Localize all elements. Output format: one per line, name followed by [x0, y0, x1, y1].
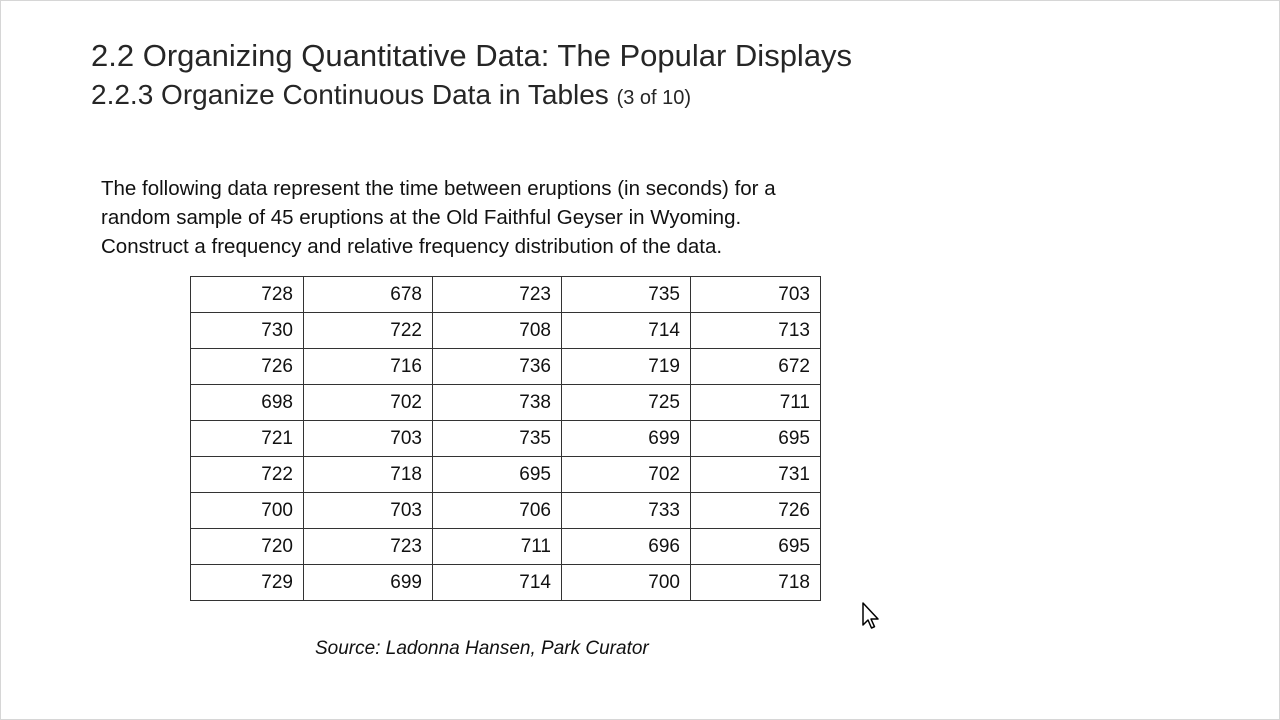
table-row: [191, 385, 821, 421]
table-row: [191, 457, 821, 493]
table-cell: 731: [691, 457, 821, 493]
table-cell: 723: [433, 277, 562, 313]
table-cell: 706: [433, 493, 562, 529]
table-cell: 735: [433, 421, 562, 457]
table-cell: 703: [304, 421, 433, 457]
table-cell: 725: [562, 385, 691, 421]
table-cell: 722: [304, 313, 433, 349]
table-cell: 711: [433, 529, 562, 565]
table-cell: 718: [304, 457, 433, 493]
table-cell: 695: [691, 421, 821, 457]
table-cell: 714: [433, 565, 562, 601]
table-cell: 702: [562, 457, 691, 493]
table-cell: 703: [691, 277, 821, 313]
slide-subtitle: [91, 77, 691, 116]
table-cell: 713: [691, 313, 821, 349]
table-cell: 698: [191, 385, 304, 421]
table-cell: 726: [691, 493, 821, 529]
table-cell: 699: [304, 565, 433, 601]
table-cell: 736: [433, 349, 562, 385]
table-row: [191, 421, 821, 457]
table-cell: 714: [562, 313, 691, 349]
table-row: [191, 349, 821, 385]
table-cell: 728: [191, 277, 304, 313]
eruption-data-table: [190, 276, 821, 601]
table-cell: 718: [691, 565, 821, 601]
table-row: [191, 277, 821, 313]
table-row: [191, 313, 821, 349]
table-cell: 678: [304, 277, 433, 313]
table-cell: 719: [562, 349, 691, 385]
table-cell: 703: [304, 493, 433, 529]
table-cell: 672: [691, 349, 821, 385]
table-row: [191, 565, 821, 601]
table-cell: 726: [191, 349, 304, 385]
body-line: random sample of 45 eruptions at the Old Faithful Geyser in Wyoming.: [101, 206, 742, 229]
table-row: [191, 493, 821, 529]
table-cell: 711: [691, 385, 821, 421]
table-cell: 716: [304, 349, 433, 385]
table-cell: 735: [562, 277, 691, 313]
table-cell: 695: [433, 457, 562, 493]
slide-title: 2.2 Organizing Quantitative Data: The Popular Displays: [91, 38, 853, 73]
table-cell: 733: [562, 493, 691, 529]
table-cell: 738: [433, 385, 562, 421]
mouse-pointer-icon: [861, 601, 881, 631]
table-cell: 730: [191, 313, 304, 349]
page-indicator: (3 of 10): [616, 87, 692, 109]
table-cell: 722: [191, 457, 304, 493]
source-citation: Source: Ladonna Hansen, Park Curator: [315, 638, 649, 659]
table-cell: 702: [304, 385, 433, 421]
subtitle-text: 2.2.3 Organize Continuous Data in Tables: [91, 79, 609, 110]
table-cell: 700: [191, 493, 304, 529]
table-row: [191, 529, 821, 565]
body-line: Construct a frequency and relative frequency distribution of the data.: [101, 235, 723, 258]
table-cell: 720: [191, 529, 304, 565]
table-cell: 696: [562, 529, 691, 565]
table-cell: 695: [691, 529, 821, 565]
table-cell: 700: [562, 565, 691, 601]
table-cell: 723: [304, 529, 433, 565]
table-cell: 729: [191, 565, 304, 601]
table-cell: 721: [191, 421, 304, 457]
table-cell: 708: [433, 313, 562, 349]
table-cell: 699: [562, 421, 691, 457]
body-line: The following data represent the time between eruptions (in seconds) for a: [101, 177, 776, 200]
problem-statement: [101, 174, 981, 261]
